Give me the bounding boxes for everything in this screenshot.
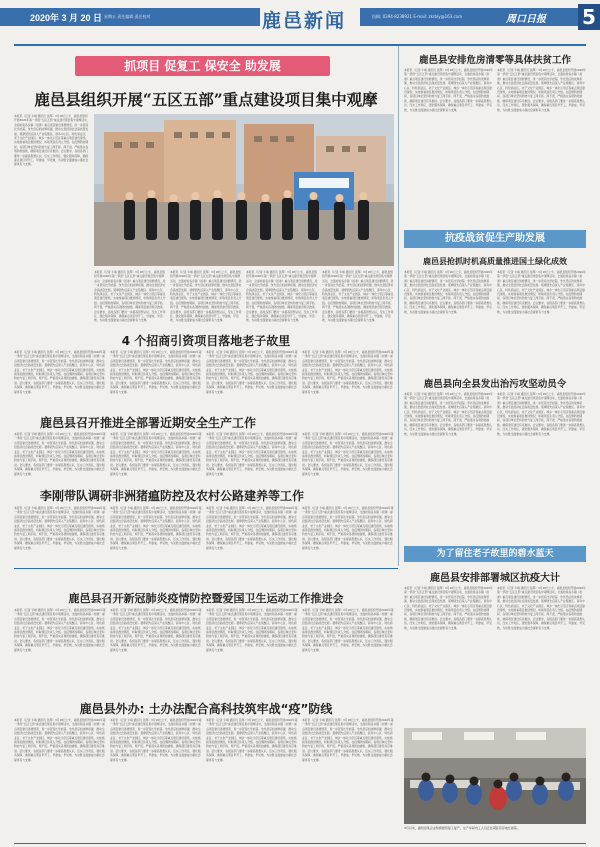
greening-col-1: 本报讯（记者 牛峰 通讯员 张辉）3月18日上午，鹿邑县组织开展2020年第一季度“五区五部”重点建设项目集中观摩活动，全面检验各乡镇（街道）重点项目建设进展情况，进一步营造比学赶超、争先恐后的浓厚氛围，推动全县经济社会高质量发展。观摩团先后深入产业集聚区、商务中心区、特色商业区、老子文化产业园区、城乡一体化示范区等重点项目建设现场，实地察看项目推进情况，听取项目负责人介绍。在疫情防控期间，各项目单位坚持防控与复工两手抓、两不误，严格落实各项防控措施，确保项目建设有序推进。会议要求，各级各部门要进一步提高思想认识，压实工作责任，强化服务保障，确保重点项目早开工、早建成、早见效，为决胜全面建成小康社会提供有力支撑。: [404, 270, 493, 314]
health-col-1: 本报讯（记者 牛峰 通讯员 张辉）3月18日上午，鹿邑县组织开展2020年第一季度“五区五部”重点建设项目集中观摩活动，全面检验各乡镇（街道）重点项目建设进展情况，进一步营造比学赶超、争先恐后的浓厚氛围，推动全县经济社会高质量发展。观摩团先后深入产业集聚区、商务中心区、特色商业区、老子文化产业园区、城乡一体化示范区等重点项目建设现场，实地察看项目推进情况，听取项目负责人介绍。在疫情防控期间，各项目单位坚持防控与复工两手抓、两不误，严格落实各项防控措施，确保项目建设有序推进。会议要求，各级各部门要进一步提高思想认识，压实工作责任，强化服务保障，确保重点项目早开工、早建成、早见效，为决胜全面建成小康社会提供有力支撑。: [14, 608, 106, 652]
ligang-col-3: 本报讯（记者 牛峰 通讯员 张辉）3月18日上午，鹿邑县组织开展2020年第一季度“五区五部”重点建设项目集中观摩活动，全面检验各乡镇（街道）重点项目建设进展情况，进一步营造比学赶超、争先恐后的浓厚氛围，推动全县经济社会高质量发展。观摩团先后深入产业集聚区、商务中心区、特色商业区、老子文化产业园区、城乡一体化示范区等重点项目建设现场，实地察看项目推进情况，听取项目负责人介绍。在疫情防控期间，各项目单位坚持防控与复工两手抓、两不误，严格落实各项防控措施，确保项目建设有序推进。会议要求，各级各部门要进一步提高思想认识，压实工作责任，强化服务保障，确保重点项目早开工、早建成、早见效，为决胜全面建成小康社会提供有力支撑。: [206, 506, 298, 550]
health-col-4: 本报讯（记者 牛峰 通讯员 张辉）3月18日上午，鹿邑县组织开展2020年第一季度“五区五部”重点建设项目集中观摩活动，全面检验各乡镇（街道）重点项目建设进展情况，进一步营造比学赶超、争先恐后的浓厚氛围，推动全县经济社会高质量发展。观摩团先后深入产业集聚区、商务中心区、特色商业区、老子文化产业园区、城乡一体化示范区等重点项目建设现场，实地察看项目推进情况，听取项目负责人介绍。在疫情防控期间，各项目单位坚持防控与复工两手抓、两不误，严格落实各项防控措施，确保项目建设有序推进。会议要求，各级各部门要进一步提高思想认识，压实工作责任，强化服务保障，确保重点项目早开工、早建成、早见效，为决胜全面建成小康社会提供有力支撑。: [302, 608, 394, 652]
masthead: [0, 0, 600, 34]
safety-col-3: 本报讯（记者 牛峰 通讯员 张辉）3月18日上午，鹿邑县组织开展2020年第一季度“五区五部”重点建设项目集中观摩活动，全面检验各乡镇（街道）重点项目建设进展情况，进一步营造比学赶超、争先恐后的浓厚氛围，推动全县经济社会高质量发展。观摩团先后深入产业集聚区、商务中心区、特色商业区、老子文化产业园区、城乡一体化示范区等重点项目建设现场，实地察看项目推进情况，听取项目负责人介绍。在疫情防控期间，各项目单位坚持防控与复工两手抓、两不误，严格落实各项防控措施，确保项目建设有序推进。会议要求，各级各部门要进一步提高思想认识，压实工作责任，强化服务保障，确保重点项目早开工、早建成、早见效，为决胜全面建成小康社会提供有力支撑。: [206, 432, 298, 476]
investment-col-3: 本报讯（记者 牛峰 通讯员 张辉）3月18日上午，鹿邑县组织开展2020年第一季度“五区五部”重点建设项目集中观摩活动，全面检验各乡镇（街道）重点项目建设进展情况，进一步营造比学赶超、争先恐后的浓厚氛围，推动全县经济社会高质量发展。观摩团先后深入产业集聚区、商务中心区、特色商业区、老子文化产业园区、城乡一体化示范区等重点项目建设现场，实地察看项目推进情况，听取项目负责人介绍。在疫情防控期间，各项目单位坚持防控与复工两手抓、两不误，严格落实各项防控措施，确保项目建设有序推进。会议要求，各级各部门要进一步提高思想认识，压实工作责任，强化服务保障，确保重点项目早开工、早建成、早见效，为决胜全面建成小康社会提供有力支撑。: [206, 350, 298, 394]
ligang-headline: 李刚带队调研非洲猪瘟防控及农村公路建养等工作: [40, 489, 305, 503]
lead-banner: 抓项目 促复工 保安全 助发展: [75, 56, 330, 76]
foreign-aid-col-1: 本报讯（记者 牛峰 通讯员 张辉）3月18日上午，鹿邑县组织开展2020年第一季度“五区五部”重点建设项目集中观摩活动，全面检验各乡镇（街道）重点项目建设进展情况，进一步营造比学赶超、争先恐后的浓厚氛围，推动全县经济社会高质量发展。观摩团先后深入产业集聚区、商务中心区、特色商业区、老子文化产业园区、城乡一体化示范区等重点项目建设现场，实地察看项目推进情况，听取项目负责人介绍。在疫情防控期间，各项目单位坚持防控与复工两手抓、两不误，严格落实各项防控措施，确保项目建设有序推进。会议要求，各级各部门要进一步提高思想认识，压实工作责任，强化服务保障，确保重点项目早开工、早建成、早见效，为决胜全面建成小康社会提供有力支撑。: [14, 718, 106, 762]
lead-text-col-4: 本报讯（记者 牛峰 通讯员 张辉）3月18日上午，鹿邑县组织开展2020年第一季度“五区五部”重点建设项目集中观摩活动，全面检验各乡镇（街道）重点项目建设进展情况，进一步营造比学赶超、争先恐后的浓厚氛围，推动全县经济社会高质量发展。观摩团先后深入产业集聚区、商务中心区、特色商业区、老子文化产业园区、城乡一体化示范区等重点项目建设现场，实地察看项目推进情况，听取项目负责人介绍。在疫情防控期间，各项目单位坚持防控与复工两手抓、两不误，严格落实各项防控措施，确保项目建设有序推进。会议要求，各级各部门要进一步提高思想认识，压实工作责任，强化服务保障，确保重点项目早开工、早建成、早见效，为决胜全面建成小康社会提供有力支撑。: [246, 270, 318, 323]
investment-headline: 4 个招商引资项目落地老子故里: [121, 334, 291, 348]
foreign-aid-col-2: 本报讯（记者 牛峰 通讯员 张辉）3月18日上午，鹿邑县组织开展2020年第一季度“五区五部”重点建设项目集中观摩活动，全面检验各乡镇（街道）重点项目建设进展情况，进一步营造比学赶超、争先恐后的浓厚氛围，推动全县经济社会高质量发展。观摩团先后深入产业集聚区、商务中心区、特色商业区、老子文化产业园区、城乡一体化示范区等重点项目建设现场，实地察看项目推进情况，听取项目负责人介绍。在疫情防控期间，各项目单位坚持防控与复工两手抓、两不误，严格落实各项防控措施，确保项目建设有序推进。会议要求，各级各部门要进一步提高思想认识，压实工作责任，强化服务保障，确保重点项目早开工、早建成、早见效，为决胜全面建成小康社会提供有力支撑。: [110, 718, 202, 762]
safety-col-1: 本报讯（记者 牛峰 通讯员 张辉）3月18日上午，鹿邑县组织开展2020年第一季度“五区五部”重点建设项目集中观摩活动，全面检验各乡镇（街道）重点项目建设进展情况，进一步营造比学赶超、争先恐后的浓厚氛围，推动全县经济社会高质量发展。观摩团先后深入产业集聚区、商务中心区、特色商业区、老子文化产业园区、城乡一体化示范区等重点项目建设现场，实地察看项目推进情况，听取项目负责人介绍。在疫情防控期间，各项目单位坚持防控与复工两手抓、两不误，严格落实各项防控措施，确保项目建设有序推进。会议要求，各级各部门要进一步提高思想认识，压实工作责任，强化服务保障，确保重点项目早开工、早建成、早见效，为决胜全面建成小康社会提供有力支撑。: [14, 432, 106, 476]
page-number: 5: [578, 4, 600, 30]
campaign-headline: 鹿邑县向全县发出治污攻坚动员令: [423, 379, 567, 390]
issue-meta: 星期五 责任编辑 责任校对: [104, 14, 151, 19]
construction-site-illustration: [94, 114, 394, 266]
workshop-illustration: [404, 728, 586, 824]
weather-headline: 鹿邑县安排部署城区抗疫大计: [430, 573, 560, 584]
safety-headline: 鹿邑县召开推进全部署近期安全生产工作: [40, 416, 257, 430]
health-col-3: 本报讯（记者 牛峰 通讯员 张辉）3月18日上午，鹿邑县组织开展2020年第一季度“五区五部”重点建设项目集中观摩活动，全面检验各乡镇（街道）重点项目建设进展情况，进一步营造比学赶超、争先恐后的浓厚氛围，推动全县经济社会高质量发展。观摩团先后深入产业集聚区、商务中心区、特色商业区、老子文化产业园区、城乡一体化示范区等重点项目建设现场，实地察看项目推进情况，听取项目负责人介绍。在疫情防控期间，各项目单位坚持防控与复工两手抓、两不误，严格落实各项防控措施，确保项目建设有序推进。会议要求，各级各部门要进一步提高思想认识，压实工作责任，强化服务保障，确保重点项目早开工、早建成、早见效，为决胜全面建成小康社会提供有力支撑。: [206, 608, 298, 652]
factory-photo-caption: 3月以来，鹿邑县某企业积极组织复工复产，生产车间内工人们正在紧张有序地忙碌着。: [404, 826, 520, 830]
issue-date: 2020年 3 月 20 日: [30, 13, 103, 23]
weather-col-1: 本报讯（记者 牛峰 通讯员 张辉）3月18日上午，鹿邑县组织开展2020年第一季度“五区五部”重点建设项目集中观摩活动，全面检验各乡镇（街道）重点项目建设进展情况，进一步营造比学赶超、争先恐后的浓厚氛围，推动全县经济社会高质量发展。观摩团先后深入产业集聚区、商务中心区、特色商业区、老子文化产业园区、城乡一体化示范区等重点项目建设现场，实地察看项目推进情况，听取项目负责人介绍。在疫情防控期间，各项目单位坚持防控与复工两手抓、两不误，严格落实各项防控措施，确保项目建设有序推进。会议要求，各级各部门要进一步提高思想认识，压实工作责任，强化服务保障，确保重点项目早开工、早建成、早见效，为决胜全面建成小康社会提供有力支撑。: [404, 586, 493, 630]
weather-col-2: 本报讯（记者 牛峰 通讯员 张辉）3月18日上午，鹿邑县组织开展2020年第一季度“五区五部”重点建设项目集中观摩活动，全面检验各乡镇（街道）重点项目建设进展情况，进一步营造比学赶超、争先恐后的浓厚氛围，推动全县经济社会高质量发展。观摩团先后深入产业集聚区、商务中心区、特色商业区、老子文化产业园区、城乡一体化示范区等重点项目建设现场，实地察看项目推进情况，听取项目负责人介绍。在疫情防控期间，各项目单位坚持防控与复工两手抓、两不误，严格落实各项防控措施，确保项目建设有序推进。会议要求，各级各部门要进一步提高思想认识，压实工作责任，强化服务保障，确保重点项目早开工、早建成、早见效，为决胜全面建成小康社会提供有力支撑。: [497, 586, 586, 630]
ligang-col-2: 本报讯（记者 牛峰 通讯员 张辉）3月18日上午，鹿邑县组织开展2020年第一季度“五区五部”重点建设项目集中观摩活动，全面检验各乡镇（街道）重点项目建设进展情况，进一步营造比学赶超、争先恐后的浓厚氛围，推动全县经济社会高质量发展。观摩团先后深入产业集聚区、商务中心区、特色商业区、老子文化产业园区、城乡一体化示范区等重点项目建设现场，实地察看项目推进情况，听取项目负责人介绍。在疫情防控期间，各项目单位坚持防控与复工两手抓、两不误，严格落实各项防控措施，确保项目建设有序推进。会议要求，各级各部门要进一步提高思想认识，压实工作责任，强化服务保障，确保重点项目早开工、早建成、早见效，为决胜全面建成小康社会提供有力支撑。: [110, 506, 202, 550]
health-col-2: 本报讯（记者 牛峰 通讯员 张辉）3月18日上午，鹿邑县组织开展2020年第一季度“五区五部”重点建设项目集中观摩活动，全面检验各乡镇（街道）重点项目建设进展情况，进一步营造比学赶超、争先恐后的浓厚氛围，推动全县经济社会高质量发展。观摩团先后深入产业集聚区、商务中心区、特色商业区、老子文化产业园区、城乡一体化示范区等重点项目建设现场，实地察看项目推进情况，听取项目负责人介绍。在疫情防控期间，各项目单位坚持防控与复工两手抓、两不误，严格落实各项防控措施，确保项目建设有序推进。会议要求，各级各部门要进一步提高思想认识，压实工作责任，强化服务保障，确保重点项目早开工、早建成、早见效，为决胜全面建成小康社会提供有力支撑。: [110, 608, 202, 652]
green-band: 为了留住老子故里的碧水蓝天: [404, 546, 586, 562]
page-title: 鹿邑新闻: [262, 10, 347, 32]
frame-bottom-rule: [14, 843, 586, 844]
health-headline: 鹿邑县召开新冠肺炎疫情防控暨爱国卫生运动工作推进会: [68, 592, 344, 605]
poverty-col-2: 本报讯（记者 牛峰 通讯员 张辉）3月18日上午，鹿邑县组织开展2020年第一季度“五区五部”重点建设项目集中观摩活动，全面检验各乡镇（街道）重点项目建设进展情况，进一步营造比学赶超、争先恐后的浓厚氛围，推动全县经济社会高质量发展。观摩团先后深入产业集聚区、商务中心区、特色商业区、老子文化产业园区、城乡一体化示范区等重点项目建设现场，实地察看项目推进情况，听取项目负责人介绍。在疫情防控期间，各项目单位坚持防控与复工两手抓、两不误，严格落实各项防控措施，确保项目建设有序推进。会议要求，各级各部门要进一步提高思想认识，压实工作责任，强化服务保障，确保重点项目早开工、早建成、早见效，为决胜全面建成小康社会提供有力支撑。: [497, 68, 586, 112]
lead-photo: [94, 114, 394, 266]
contact-line: 投稿: 0394-8238921 E-mail: zkrbly@163.com: [372, 14, 463, 19]
safety-col-4: 本报讯（记者 牛峰 通讯员 张辉）3月18日上午，鹿邑县组织开展2020年第一季度“五区五部”重点建设项目集中观摩活动，全面检验各乡镇（街道）重点项目建设进展情况，进一步营造比学赶超、争先恐后的浓厚氛围，推动全县经济社会高质量发展。观摩团先后深入产业集聚区、商务中心区、特色商业区、老子文化产业园区、城乡一体化示范区等重点项目建设现场，实地察看项目推进情况，听取项目负责人介绍。在疫情防控期间，各项目单位坚持防控与复工两手抓、两不误，严格落实各项防控措施，确保项目建设有序推进。会议要求，各级各部门要进一步提高思想认识，压实工作责任，强化服务保障，确保重点项目早开工、早建成、早见效，为决胜全面建成小康社会提供有力支撑。: [302, 432, 394, 476]
lead-text-col-5: 本报讯（记者 牛峰 通讯员 张辉）3月18日上午，鹿邑县组织开展2020年第一季度“五区五部”重点建设项目集中观摩活动，全面检验各乡镇（街道）重点项目建设进展情况，进一步营造比学赶超、争先恐后的浓厚氛围，推动全县经济社会高质量发展。观摩团先后深入产业集聚区、商务中心区、特色商业区、老子文化产业园区、城乡一体化示范区等重点项目建设现场，实地察看项目推进情况，听取项目负责人介绍。在疫情防控期间，各项目单位坚持防控与复工两手抓、两不误，严格落实各项防控措施，确保项目建设有序推进。会议要求，各级各部门要进一步提高思想认识，压实工作责任，强化服务保障，确保重点项目早开工、早建成、早见效，为决胜全面建成小康社会提供有力支撑。: [322, 270, 394, 323]
column-divider: [398, 46, 399, 566]
greening-col-2: 本报讯（记者 牛峰 通讯员 张辉）3月18日上午，鹿邑县组织开展2020年第一季度“五区五部”重点建设项目集中观摩活动，全面检验各乡镇（街道）重点项目建设进展情况，进一步营造比学赶超、争先恐后的浓厚氛围，推动全县经济社会高质量发展。观摩团先后深入产业集聚区、商务中心区、特色商业区、老子文化产业园区、城乡一体化示范区等重点项目建设现场，实地察看项目推进情况，听取项目负责人介绍。在疫情防控期间，各项目单位坚持防控与复工两手抓、两不误，严格落实各项防控措施，确保项目建设有序推进。会议要求，各级各部门要进一步提高思想认识，压实工作责任，强化服务保障，确保重点项目早开工、早建成、早见效，为决胜全面建成小康社会提供有力支撑。: [497, 270, 586, 314]
investment-col-2: 本报讯（记者 牛峰 通讯员 张辉）3月18日上午，鹿邑县组织开展2020年第一季度“五区五部”重点建设项目集中观摩活动，全面检验各乡镇（街道）重点项目建设进展情况，进一步营造比学赶超、争先恐后的浓厚氛围，推动全县经济社会高质量发展。观摩团先后深入产业集聚区、商务中心区、特色商业区、老子文化产业园区、城乡一体化示范区等重点项目建设现场，实地察看项目推进情况，听取项目负责人介绍。在疫情防控期间，各项目单位坚持防控与复工两手抓、两不误，严格落实各项防控措施，确保项目建设有序推进。会议要求，各级各部门要进一步提高思想认识，压实工作责任，强化服务保障，确保重点项目早开工、早建成、早见效，为决胜全面建成小康社会提供有力支撑。: [110, 350, 202, 394]
lead-text-col-1: 本报讯（记者 牛峰 通讯员 张辉）3月18日上午，鹿邑县组织开展2020年第一季度“五区五部”重点建设项目集中观摩活动，全面检验各乡镇（街道）重点项目建设进展情况，进一步营造比学赶超、争先恐后的浓厚氛围，推动全县经济社会高质量发展。观摩团先后深入产业集聚区、商务中心区、特色商业区、老子文化产业园区、城乡一体化示范区等重点项目建设现场，实地察看项目推进情况，听取项目负责人介绍。在疫情防控期间，各项目单位坚持防控与复工两手抓、两不误，严格落实各项防控措施，确保项目建设有序推进。会议要求，各级各部门要进一步提高思想认识，压实工作责任，强化服务保障，确保重点项目早开工、早建成、早见效，为决胜全面建成小康社会提供有力支撑。: [14, 114, 90, 167]
ligang-col-4: 本报讯（记者 牛峰 通讯员 张辉）3月18日上午，鹿邑县组织开展2020年第一季度“五区五部”重点建设项目集中观摩活动，全面检验各乡镇（街道）重点项目建设进展情况，进一步营造比学赶超、争先恐后的浓厚氛围，推动全县经济社会高质量发展。观摩团先后深入产业集聚区、商务中心区、特色商业区、老子文化产业园区、城乡一体化示范区等重点项目建设现场，实地察看项目推进情况，听取项目负责人介绍。在疫情防控期间，各项目单位坚持防控与复工两手抓、两不误，严格落实各项防控措施，确保项目建设有序推进。会议要求，各级各部门要进一步提高思想认识，压实工作责任，强化服务保障，确保重点项目早开工、早建成、早见效，为决胜全面建成小康社会提供有力支撑。: [302, 506, 394, 550]
section-rule: [14, 568, 398, 569]
foreign-aid-col-4: 本报讯（记者 牛峰 通讯员 张辉）3月18日上午，鹿邑县组织开展2020年第一季度“五区五部”重点建设项目集中观摩活动，全面检验各乡镇（街道）重点项目建设进展情况，进一步营造比学赶超、争先恐后的浓厚氛围，推动全县经济社会高质量发展。观摩团先后深入产业集聚区、商务中心区、特色商业区、老子文化产业园区、城乡一体化示范区等重点项目建设现场，实地察看项目推进情况，听取项目负责人介绍。在疫情防控期间，各项目单位坚持防控与复工两手抓、两不误，严格落实各项防控措施，确保项目建设有序推进。会议要求，各级各部门要进一步提高思想认识，压实工作责任，强化服务保障，确保重点项目早开工、早建成、早见效，为决胜全面建成小康社会提供有力支撑。: [302, 718, 394, 762]
poverty-col-1: 本报讯（记者 牛峰 通讯员 张辉）3月18日上午，鹿邑县组织开展2020年第一季度“五区五部”重点建设项目集中观摩活动，全面检验各乡镇（街道）重点项目建设进展情况，进一步营造比学赶超、争先恐后的浓厚氛围，推动全县经济社会高质量发展。观摩团先后深入产业集聚区、商务中心区、特色商业区、老子文化产业园区、城乡一体化示范区等重点项目建设现场，实地察看项目推进情况，听取项目负责人介绍。在疫情防控期间，各项目单位坚持防控与复工两手抓、两不误，严格落实各项防控措施，确保项目建设有序推进。会议要求，各级各部门要进一步提高思想认识，压实工作责任，强化服务保障，确保重点项目早开工、早建成、早见效，为决胜全面建成小康社会提供有力支撑。: [404, 68, 493, 112]
factory-photo: [404, 728, 586, 824]
greening-headline: 鹿邑县抢抓时机高质量推进国土绿化成效: [423, 257, 567, 266]
lead-text-col-3: 本报讯（记者 牛峰 通讯员 张辉）3月18日上午，鹿邑县组织开展2020年第一季度“五区五部”重点建设项目集中观摩活动，全面检验各乡镇（街道）重点项目建设进展情况，进一步营造比学赶超、争先恐后的浓厚氛围，推动全县经济社会高质量发展。观摩团先后深入产业集聚区、商务中心区、特色商业区、老子文化产业园区、城乡一体化示范区等重点项目建设现场，实地察看项目推进情况，听取项目负责人介绍。在疫情防控期间，各项目单位坚持防控与复工两手抓、两不误，严格落实各项防控措施，确保项目建设有序推进。会议要求，各级各部门要进一步提高思想认识，压实工作责任，强化服务保障，确保重点项目早开工、早建成、早见效，为决胜全面建成小康社会提供有力支撑。: [170, 270, 242, 323]
campaign-col-2: 本报讯（记者 牛峰 通讯员 张辉）3月18日上午，鹿邑县组织开展2020年第一季度“五区五部”重点建设项目集中观摩活动，全面检验各乡镇（街道）重点项目建设进展情况，进一步营造比学赶超、争先恐后的浓厚氛围，推动全县经济社会高质量发展。观摩团先后深入产业集聚区、商务中心区、特色商业区、老子文化产业园区、城乡一体化示范区等重点项目建设现场，实地察看项目推进情况，听取项目负责人介绍。在疫情防控期间，各项目单位坚持防控与复工两手抓、两不误，严格落实各项防控措施，确保项目建设有序推进。会议要求，各级各部门要进一步提高思想认识，压实工作责任，强化服务保障，确保重点项目早开工、早建成、早见效，为决胜全面建成小康社会提供有力支撑。: [497, 392, 586, 436]
frame-top-rule: [14, 44, 586, 46]
foreign-aid-headline: 鹿邑县外办: 土办法配合高科技筑牢战“疫”防线: [79, 702, 333, 716]
safety-col-2: 本报讯（记者 牛峰 通讯员 张辉）3月18日上午，鹿邑县组织开展2020年第一季度“五区五部”重点建设项目集中观摩活动，全面检验各乡镇（街道）重点项目建设进展情况，进一步营造比学赶超、争先恐后的浓厚氛围，推动全县经济社会高质量发展。观摩团先后深入产业集聚区、商务中心区、特色商业区、老子文化产业园区、城乡一体化示范区等重点项目建设现场，实地察看项目推进情况，听取项目负责人介绍。在疫情防控期间，各项目单位坚持防控与复工两手抓、两不误，严格落实各项防控措施，确保项目建设有序推进。会议要求，各级各部门要进一步提高思想认识，压实工作责任，强化服务保障，确保重点项目早开工、早建成、早见效，为决胜全面建成小康社会提供有力支撑。: [110, 432, 202, 476]
ligang-col-1: 本报讯（记者 牛峰 通讯员 张辉）3月18日上午，鹿邑县组织开展2020年第一季度“五区五部”重点建设项目集中观摩活动，全面检验各乡镇（街道）重点项目建设进展情况，进一步营造比学赶超、争先恐后的浓厚氛围，推动全县经济社会高质量发展。观摩团先后深入产业集聚区、商务中心区、特色商业区、老子文化产业园区、城乡一体化示范区等重点项目建设现场，实地察看项目推进情况，听取项目负责人介绍。在疫情防控期间，各项目单位坚持防控与复工两手抓、两不误，严格落实各项防控措施，确保项目建设有序推进。会议要求，各级各部门要进一步提高思想认识，压实工作责任，强化服务保障，确保重点项目早开工、早建成、早见效，为决胜全面建成小康社会提供有力支撑。: [14, 506, 106, 550]
investment-col-1: 本报讯（记者 牛峰 通讯员 张辉）3月18日上午，鹿邑县组织开展2020年第一季度“五区五部”重点建设项目集中观摩活动，全面检验各乡镇（街道）重点项目建设进展情况，进一步营造比学赶超、争先恐后的浓厚氛围，推动全县经济社会高质量发展。观摩团先后深入产业集聚区、商务中心区、特色商业区、老子文化产业园区、城乡一体化示范区等重点项目建设现场，实地察看项目推进情况，听取项目负责人介绍。在疫情防控期间，各项目单位坚持防控与复工两手抓、两不误，严格落实各项防控措施，确保项目建设有序推进。会议要求，各级各部门要进一步提高思想认识，压实工作责任，强化服务保障，确保重点项目早开工、早建成、早见效，为决胜全面建成小康社会提供有力支撑。: [14, 350, 106, 394]
brand-logo: 周口日报: [506, 14, 546, 25]
campaign-col-1: 本报讯（记者 牛峰 通讯员 张辉）3月18日上午，鹿邑县组织开展2020年第一季度“五区五部”重点建设项目集中观摩活动，全面检验各乡镇（街道）重点项目建设进展情况，进一步营造比学赶超、争先恐后的浓厚氛围，推动全县经济社会高质量发展。观摩团先后深入产业集聚区、商务中心区、特色商业区、老子文化产业园区、城乡一体化示范区等重点项目建设现场，实地察看项目推进情况，听取项目负责人介绍。在疫情防控期间，各项目单位坚持防控与复工两手抓、两不误，严格落实各项防控措施，确保项目建设有序推进。会议要求，各级各部门要进一步提高思想认识，压实工作责任，强化服务保障，确保重点项目早开工、早建成、早见效，为决胜全面建成小康社会提供有力支撑。: [404, 392, 493, 436]
foreign-aid-col-3: 本报讯（记者 牛峰 通讯员 张辉）3月18日上午，鹿邑县组织开展2020年第一季度“五区五部”重点建设项目集中观摩活动，全面检验各乡镇（街道）重点项目建设进展情况，进一步营造比学赶超、争先恐后的浓厚氛围，推动全县经济社会高质量发展。观摩团先后深入产业集聚区、商务中心区、特色商业区、老子文化产业园区、城乡一体化示范区等重点项目建设现场，实地察看项目推进情况，听取项目负责人介绍。在疫情防控期间，各项目单位坚持防控与复工两手抓、两不误，严格落实各项防控措施，确保项目建设有序推进。会议要求，各级各部门要进一步提高思想认识，压实工作责任，强化服务保障，确保重点项目早开工、早建成、早见效，为决胜全面建成小康社会提供有力支撑。: [206, 718, 298, 762]
lead-headline: 鹿邑县组织开展“五区五部”重点建设项目集中观摩: [34, 90, 378, 109]
investment-col-4: 本报讯（记者 牛峰 通讯员 张辉）3月18日上午，鹿邑县组织开展2020年第一季度“五区五部”重点建设项目集中观摩活动，全面检验各乡镇（街道）重点项目建设进展情况，进一步营造比学赶超、争先恐后的浓厚氛围，推动全县经济社会高质量发展。观摩团先后深入产业集聚区、商务中心区、特色商业区、老子文化产业园区、城乡一体化示范区等重点项目建设现场，实地察看项目推进情况，听取项目负责人介绍。在疫情防控期间，各项目单位坚持防控与复工两手抓、两不误，严格落实各项防控措施，确保项目建设有序推进。会议要求，各级各部门要进一步提高思想认识，压实工作责任，强化服务保障，确保重点项目早开工、早建成、早见效，为决胜全面建成小康社会提供有力支撑。: [302, 350, 394, 394]
poverty-headline: 鹿邑县安排危房清零等具体扶贫工作: [418, 55, 571, 66]
lead-text-col-2: 本报讯（记者 牛峰 通讯员 张辉）3月18日上午，鹿邑县组织开展2020年第一季度“五区五部”重点建设项目集中观摩活动，全面检验各乡镇（街道）重点项目建设进展情况，进一步营造比学赶超、争先恐后的浓厚氛围，推动全县经济社会高质量发展。观摩团先后深入产业集聚区、商务中心区、特色商业区、老子文化产业园区、城乡一体化示范区等重点项目建设现场，实地察看项目推进情况，听取项目负责人介绍。在疫情防控期间，各项目单位坚持防控与复工两手抓、两不误，严格落实各项防控措施，确保项目建设有序推进。会议要求，各级各部门要进一步提高思想认识，压实工作责任，强化服务保障，确保重点项目早开工、早建成、早见效，为决胜全面建成小康社会提供有力支撑。: [94, 270, 166, 323]
poverty-band: 抗疫战贫促生产助发展: [404, 230, 586, 248]
